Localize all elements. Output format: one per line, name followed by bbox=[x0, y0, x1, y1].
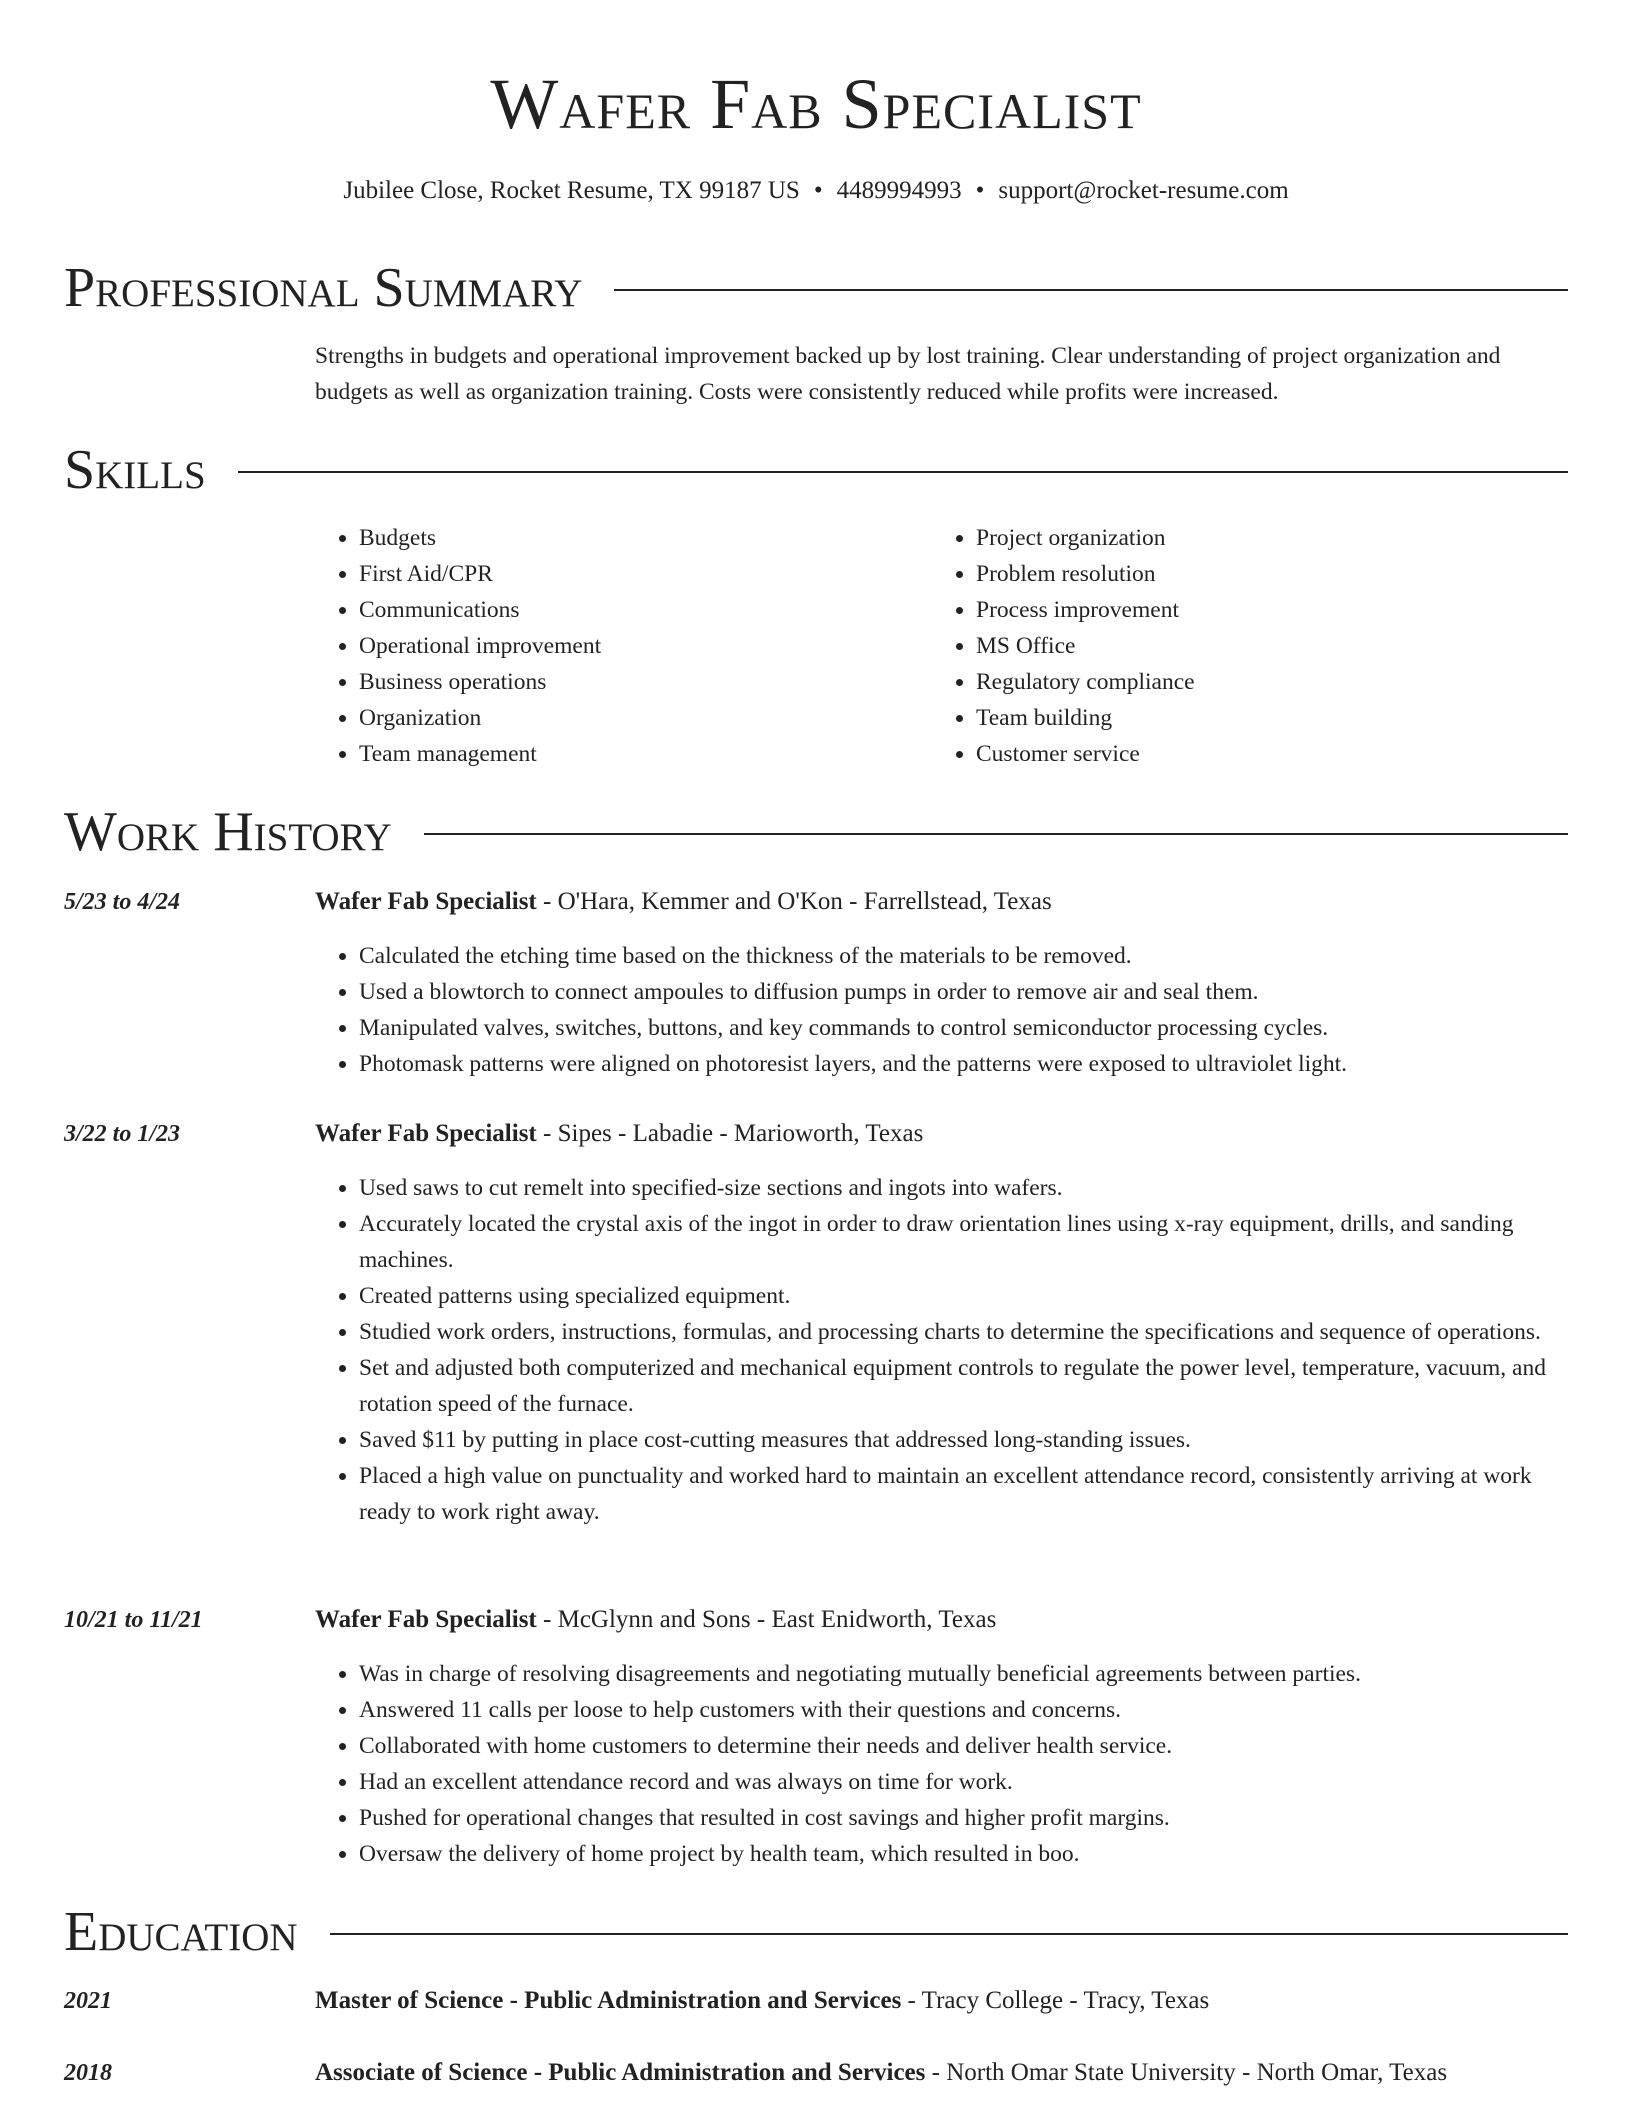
education-entry bbox=[315, 2055, 1568, 2091]
resume-name: Wafer Fab Specialist bbox=[490, 64, 1142, 144]
work-heading: Work History bbox=[64, 801, 392, 863]
education-year: 2021 bbox=[64, 1988, 112, 2014]
skill-item: • Regulatory compliance bbox=[976, 664, 1195, 700]
education-year: 2018 bbox=[64, 2060, 112, 2086]
job-heading bbox=[315, 884, 1568, 920]
job-bullet: • Saved $11 by putting in place cost-cutting measures that addressed long-standing issues. bbox=[359, 1422, 1568, 1458]
skill-item: • MS Office bbox=[976, 628, 1195, 664]
skill-item: • Communications bbox=[359, 592, 601, 628]
job-bullet: • Answered 11 calls per loose to help customers with their questions and concerns. bbox=[359, 1692, 1568, 1728]
job-bullets bbox=[315, 938, 1568, 1082]
summary-section-header bbox=[64, 258, 1568, 318]
skill-item: • Business operations bbox=[359, 664, 601, 700]
skill-item: • Problem resolution bbox=[976, 556, 1195, 592]
section-divider bbox=[424, 833, 1568, 835]
job-bullet: • Pushed for operational changes that resulted in cost savings and higher profit margins. bbox=[359, 1800, 1568, 1836]
skill-item: • Organization bbox=[359, 700, 601, 736]
skill-item: • Budgets bbox=[359, 520, 601, 556]
work-section-header bbox=[64, 802, 1568, 862]
job-bullet: • Studied work orders, instructions, formulas, and processing charts to determine the specifications and sequence of operations. bbox=[359, 1314, 1568, 1350]
section-divider bbox=[330, 1933, 1568, 1935]
skills-section-header bbox=[64, 440, 1568, 500]
contact-email: support@rocket-resume.com bbox=[998, 177, 1289, 204]
skills-list-left bbox=[315, 520, 601, 772]
job-date: 5/23 to 4/24 bbox=[64, 889, 181, 915]
job-employer: - McGlynn and Sons - East Enidworth, Texas bbox=[536, 1606, 997, 1633]
contact-line bbox=[0, 174, 1632, 208]
summary-text: Strengths in budgets and operational improvement backed up by lost training. Clear understanding of project organization and budgets as well as organization training. Costs were consistently reduced while profits were increased. bbox=[315, 343, 1501, 405]
skill-item: • Team management bbox=[359, 736, 601, 772]
skill-item: • First Aid/CPR bbox=[359, 556, 601, 592]
skills-heading: Skills bbox=[64, 439, 206, 501]
job-date: 3/22 to 1/23 bbox=[64, 1121, 181, 1147]
job-bullet: • Photomask patterns were aligned on photoresist layers, and the patterns were exposed to ultraviolet light. bbox=[359, 1046, 1568, 1082]
education-degree: Associate of Science - Public Administration and Services bbox=[315, 2059, 926, 2086]
job-bullet: • Created patterns using specialized equipment. bbox=[359, 1278, 1568, 1314]
job-title: Wafer Fab Specialist bbox=[315, 1606, 537, 1633]
job-bullet: • Accurately located the crystal axis of the ingot in order to draw orientation lines using x-ray equipment, drills, and sanding machines. bbox=[359, 1206, 1568, 1278]
job-bullet: • Calculated the etching time based on the thickness of the materials to be removed. bbox=[359, 938, 1568, 974]
job-employer: - O'Hara, Kemmer and O'Kon - Farrellstead, Texas bbox=[536, 888, 1052, 915]
summary-heading: Professional Summary bbox=[64, 257, 583, 319]
section-divider bbox=[614, 289, 1568, 291]
education-degree: Master of Science - Public Administration and Services bbox=[315, 1987, 902, 2014]
contact-address: Jubilee Close, Rocket Resume, TX 99187 US bbox=[343, 177, 800, 204]
skill-item: • Project organization bbox=[976, 520, 1195, 556]
skill-item: • Process improvement bbox=[976, 592, 1195, 628]
job-employer: - Sipes - Labadie - Marioworth, Texas bbox=[536, 1120, 924, 1147]
skills-list-right bbox=[932, 520, 1195, 772]
job-bullet: • Used a blowtorch to connect ampoules to diffusion pumps in order to remove air and seal them. bbox=[359, 974, 1568, 1010]
job-heading bbox=[315, 1116, 1568, 1152]
section-divider bbox=[238, 471, 1568, 473]
education-school: - North Omar State University - North Omar, Texas bbox=[925, 2059, 1448, 2086]
job-title: Wafer Fab Specialist bbox=[315, 888, 537, 915]
job-bullet: • Collaborated with home customers to determine their needs and deliver health service. bbox=[359, 1728, 1568, 1764]
job-bullet: • Was in charge of resolving disagreements and negotiating mutually beneficial agreements between parties. bbox=[359, 1656, 1568, 1692]
job-bullet: • Had an excellent attendance record and was always on time for work. bbox=[359, 1764, 1568, 1800]
education-heading: Education bbox=[64, 1901, 298, 1963]
job-bullets bbox=[315, 1656, 1568, 1872]
job-title: Wafer Fab Specialist bbox=[315, 1120, 537, 1147]
education-entry bbox=[315, 1983, 1568, 2019]
job-bullets bbox=[315, 1170, 1568, 1530]
skill-item: • Team building bbox=[976, 700, 1195, 736]
job-bullet: • Manipulated valves, switches, buttons, and key commands to control semiconductor processing cycles. bbox=[359, 1010, 1568, 1046]
job-heading bbox=[315, 1602, 1568, 1638]
job-bullet: • Set and adjusted both computerized and mechanical equipment controls to regulate the power level, temperature, vacuum, and rotation speed of the furnace. bbox=[359, 1350, 1568, 1422]
education-section-header bbox=[64, 1902, 1568, 1962]
skill-item: • Operational improvement bbox=[359, 628, 601, 664]
job-bullet: • Placed a high value on punctuality and worked hard to maintain an excellent attendance record, consistently arriving at work ready to work right away. bbox=[359, 1458, 1568, 1530]
contact-separator: • bbox=[975, 177, 985, 204]
contact-separator: • bbox=[813, 177, 823, 204]
job-date: 10/21 to 11/21 bbox=[64, 1607, 203, 1633]
job-bullet: • Oversaw the delivery of home project by health team, which resulted in boo. bbox=[359, 1836, 1568, 1872]
skill-item: • Customer service bbox=[976, 736, 1195, 772]
contact-phone: 4489994993 bbox=[836, 177, 962, 204]
job-bullet: • Used saws to cut remelt into specified-size sections and ingots into wafers. bbox=[359, 1170, 1568, 1206]
education-school: - Tracy College - Tracy, Texas bbox=[901, 1987, 1210, 2014]
